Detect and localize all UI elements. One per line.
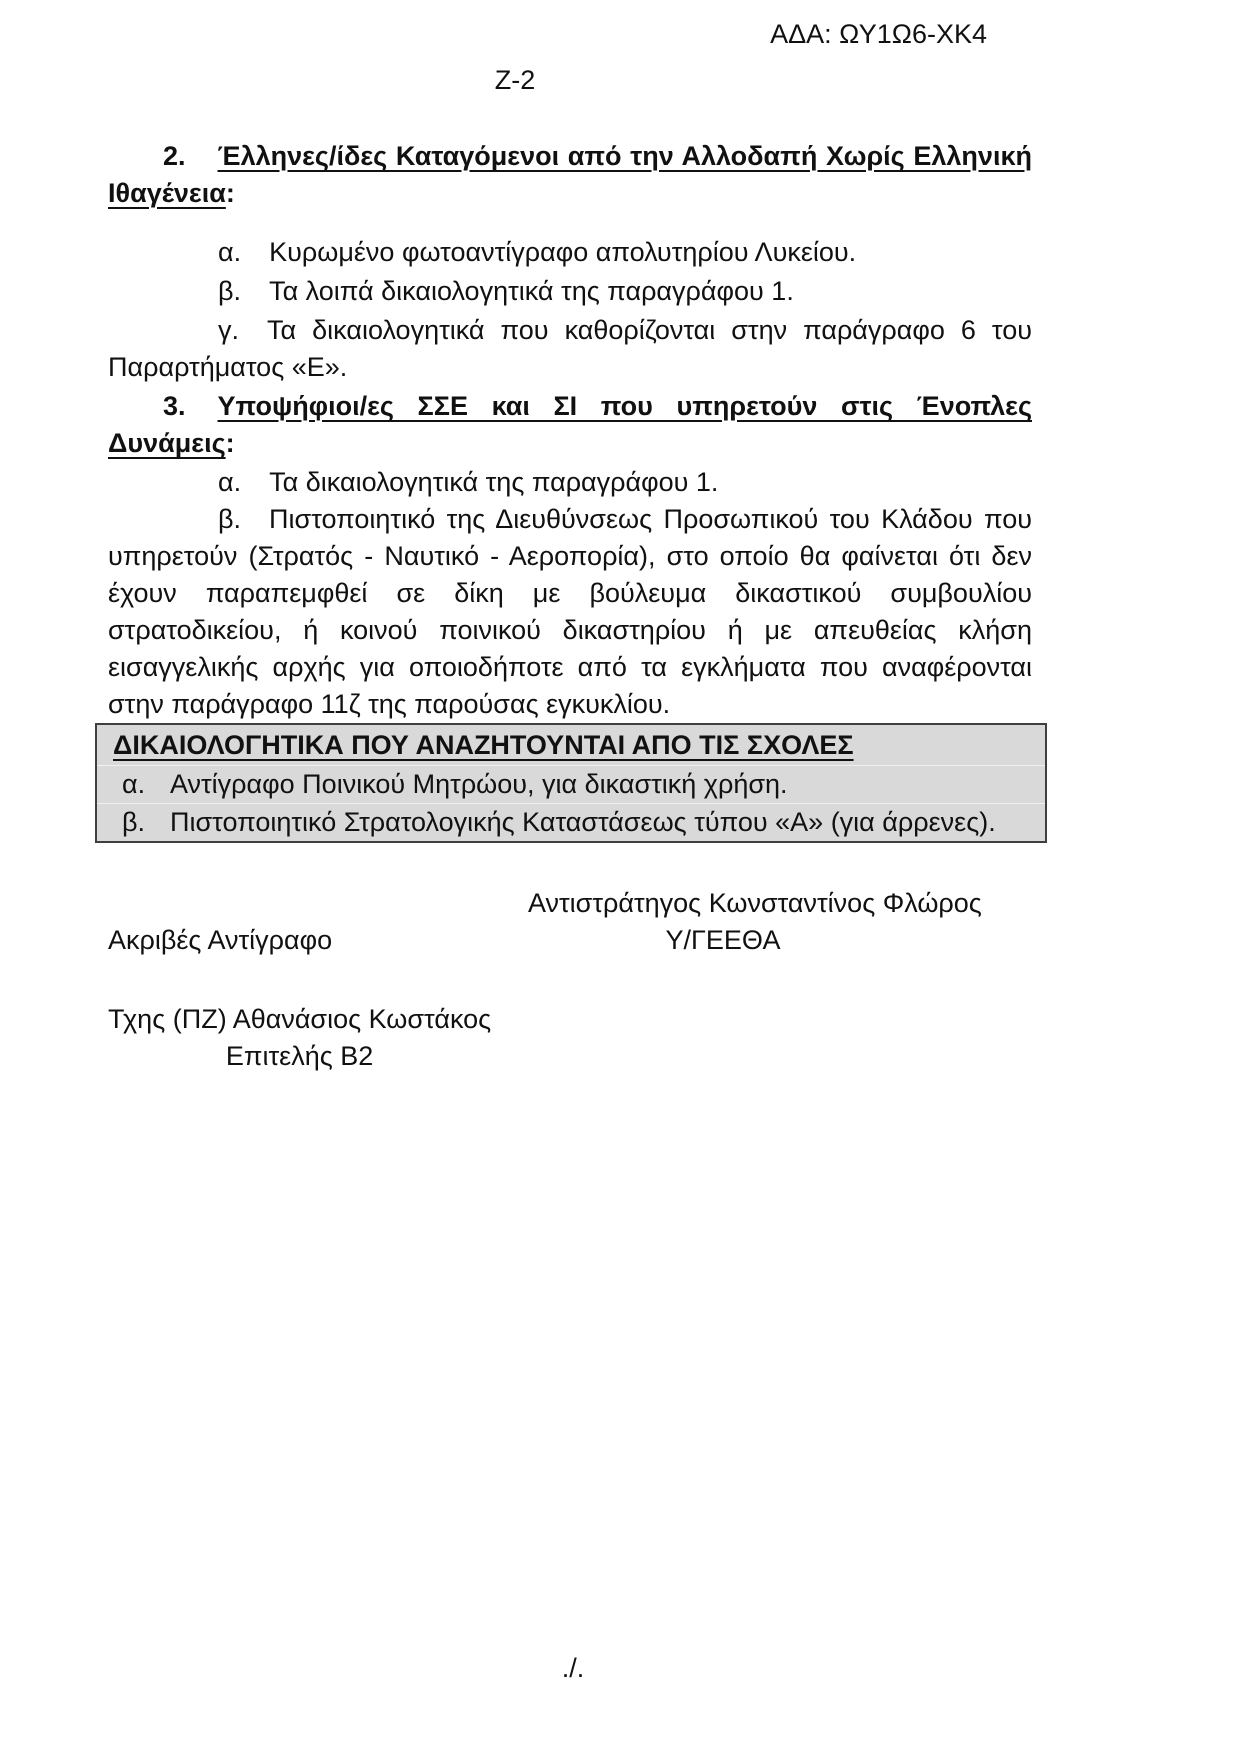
ada-reference: ΑΔΑ: ΩΥ1Ω6-ΧΚ4 [770, 19, 987, 49]
section-2-item-c [108, 312, 1032, 386]
section-2-number: 2. [163, 141, 186, 171]
signature-block [108, 885, 1032, 959]
box-item-b [97, 803, 1045, 841]
item-marker: β. [122, 807, 146, 837]
item-marker: α. [218, 467, 242, 497]
box-item-a [97, 765, 1045, 803]
commander-title: Υ/ΓΕΕΘΑ [665, 925, 781, 955]
section-3-heading-text: Υποψήφιοι/ες ΣΣΕ και ΣΙ που υπηρετούν στις Ένοπλες Δυνάμεις [108, 391, 1032, 458]
item-text: Πιστοποιητικό Στρατολογικής Καταστάσεως τύπου «Α» (για άρρενες). [170, 807, 996, 837]
section-3-heading [108, 388, 1032, 462]
section-2-heading [108, 138, 1032, 212]
item-marker: α. [218, 237, 242, 267]
officer-name: Τχης (ΠΖ) Αθανάσιος Κωστάκος [108, 1004, 492, 1034]
certified-copy-label: Ακριβές Αντίγραφο [108, 925, 333, 955]
item-marker: α. [122, 769, 146, 799]
item-marker: γ. [218, 315, 240, 345]
box-title-row [97, 725, 1045, 765]
commander-signature [528, 885, 982, 959]
page-code: Ζ-2 [494, 65, 536, 95]
item-text: Τα δικαιολογητικά της παραγράφου 1. [269, 467, 719, 497]
item-text: Τα λοιπά δικαιολογητικά της παραγράφου 1. [269, 276, 794, 306]
continuation-mark: ./. [561, 1653, 585, 1683]
section-3-number: 3. [163, 391, 186, 421]
section-3-heading-colon: : [225, 428, 235, 458]
item-text: Τα δικαιολογητικά που καθορίζονται στην παράγραφο 6 του Παραρτήματος «Ε». [108, 315, 1032, 382]
section-2-heading-colon: : [225, 178, 235, 208]
requested-documents-box [95, 723, 1047, 843]
section-3-item-a [108, 464, 1032, 501]
item-text: Αντίγραφο Ποινικού Μητρώου, για δικαστική χρήση. [170, 769, 788, 799]
item-marker: β. [218, 504, 242, 534]
box-title: ΔΙΚΑΙΟΛΟΓΗΤΙΚΑ ΠΟΥ ΑΝΑΖΗΤΟΥΝΤΑΙ ΑΠΟ ΤΙΣ ΣΧΟΛΕΣ [113, 729, 854, 760]
officer-role: Επιτελής Β2 [225, 1041, 374, 1071]
section-2-item-a [108, 234, 1032, 271]
section-2-heading-text: Έλληνες/ίδες Καταγόμενοι από την Αλλοδαπή Χωρίς Ελληνική Ιθαγένεια [108, 141, 1032, 208]
item-text: Πιστοποιητικό της Διευθύνσεως Προσωπικού του Κλάδου που υπηρετούν (Στρατός - Ναυτικό - Αεροπορία), στο οποίο θα φαίνεται ότι δεν έχουν παραπεμφθεί σε δίκη με βούλευμα δικαστικού συμβουλίου στρατοδικείου, ή κοινού ποινικού δικαστηρίου ή με απευθείας κλήση εισαγγελικής αρχής για οποιοδήποτε από τα εγκλήματα που αναφέρονται στην παράγραφο 11ζ της παρούσας εγκυκλίου. [108, 504, 1032, 719]
certifying-officer-block [108, 1001, 491, 1075]
item-text: Κυρωμένο φωτοαντίγραφο απολυτηρίου Λυκείου. [269, 237, 857, 267]
item-marker: β. [218, 276, 242, 306]
section-2-item-b [108, 273, 1032, 310]
section-3-item-b [108, 501, 1032, 723]
commander-name: Αντιστράτηγος Κωνσταντίνος Φλώρος [528, 888, 982, 918]
document-body [108, 138, 1032, 1075]
